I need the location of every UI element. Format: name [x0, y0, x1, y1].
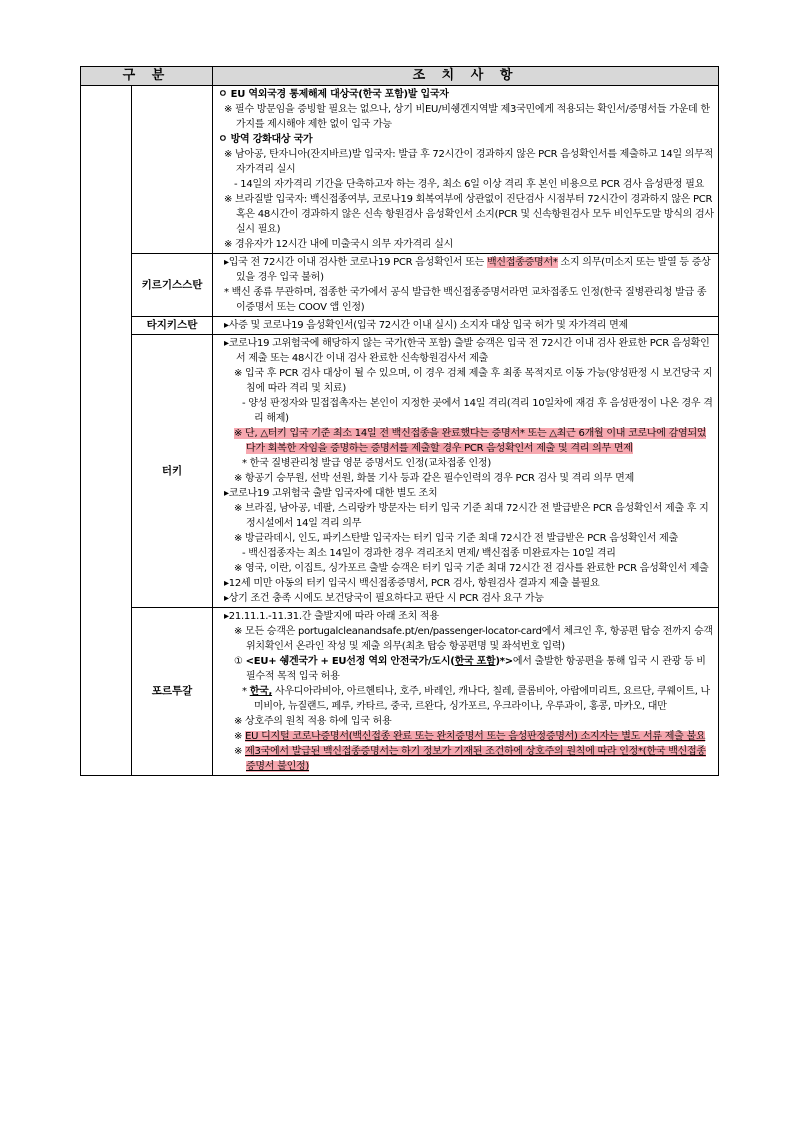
text: ▸입국 전 72시간 이내 검사한 코로나19 PCR 음성확인서 또는	[224, 257, 487, 268]
bold-text: <EU+ 쉥겐국가 + EU선정 역외 안전국가/도시(	[245, 656, 455, 667]
section-heading: ㅇ 방역 강화대상 국가	[218, 134, 313, 145]
table-row-eu	[81, 86, 719, 254]
note-line	[218, 744, 714, 774]
note-line: ※ 필수 방문임을 증빙할 필요는 없으나, 상기 비EU/비쉥겐지역발 제3국민에게 적용되는 확인서/증명서들 가운데 한 가지를 제시해야 제한 없이 입국 가능	[224, 104, 710, 130]
text: *	[242, 686, 250, 697]
highlight-text: 제3국에서 발급된 백신접종증명서는 하기 정보가 기재된 조건하에 상호주의 원칙에 따라 인정*(한국 백신접종증명서 불인정)	[245, 746, 706, 772]
note-line: ※ 방글라데시, 인도, 파키스탄발 입국자는 터키 입국 기준 최대 72시간 전 발급받은 PCR 음성확인서 제출	[234, 533, 679, 544]
measures-cell-portugal	[213, 608, 719, 776]
note-line: ※ 상호주의 원칙 적용 하에 입국 허용	[234, 716, 392, 727]
sub-line: - 백신접종자는 최소 14일이 경과한 경우 격리조치 면제/ 백신접종 미완료자는 10일 격리	[242, 548, 616, 559]
country-cell-empty	[132, 86, 213, 254]
note-line: ※ 영국, 이란, 이집트, 싱가포르 출발 승객은 터키 입국 기준 최대 72시간 전 검사를 완료한 PCR 음성확인서 제출	[234, 563, 709, 574]
note-line: ※ 남아공, 탄자니아(잔지바르)발 입국자: 발급 후 72시간이 경과하지 않은 PCR 음성확인서를 제출하고 14일 의무적 자가격리 실시	[224, 149, 714, 175]
country-name-kyrgyzstan: 키르기스스탄	[132, 254, 213, 317]
note-line: ※ 경유자가 12시간 내에 미출국시 의무 자가격리 실시	[224, 239, 454, 250]
text: ※	[234, 731, 246, 742]
note-line: ※ 항공기 승무원, 선박 선원, 화물 기사 등과 같은 필수인력의 경우 PCR 검사 및 격리 의무 면제	[234, 473, 634, 484]
numbered-line	[218, 654, 714, 684]
note-line: ※ 브라질발 입국자: 백신접종여부, 코로나19 회복여부에 상관없이 진단검사 시점부터 72시간이 경과하지 않은 PCR 혹은 48시간이 경과하지 않은 신속 항원검사 음성확인서 소지(PCR 및 신속항원검사 모두 비인두도말 방식의 검사 실시 필요)	[224, 194, 714, 235]
bullet-line: ▸21.11.1.-11.31.간 출발지에 따라 아래 조치 적용	[224, 611, 439, 622]
measures-cell-eu	[213, 86, 719, 254]
region-cell	[81, 86, 132, 776]
bullet-line: ▸상기 조건 충족 시에도 보건당국이 필요하다고 판단 시 PCR 검사 요구 가능	[224, 593, 544, 604]
highlight-text: 백신접종증명서*	[487, 257, 558, 268]
sub-line	[218, 684, 714, 714]
sub-line: - 14일의 자가격리 기간을 단축하고자 하는 경우, 최소 6일 이상 격리 후 본인 비용으로 PCR 검사 음성판정 필요	[234, 179, 705, 190]
table-header-row	[81, 67, 719, 86]
bold-text: )*>	[495, 656, 513, 667]
bullet-line: ▸코로나19 고위험국 출발 입국자에 대한 별도 조치	[224, 488, 438, 499]
text: 에서 출발한 항공편을 통해 입국 시 관광 등 비필수적 목적 입국 허용	[246, 656, 706, 682]
country-name-turkey: 터키	[132, 335, 213, 608]
header-measures: 조 치 사 항	[213, 67, 719, 86]
bold-underline-text: 한국,	[249, 686, 273, 697]
table-row-turkey	[81, 335, 719, 608]
measures-cell-tajikistan	[213, 317, 719, 335]
highlight-text: ※ 단, △터키 입국 기준 최소 14일 전 백신접종을 완료했다는 증명서* 또는 △최근 6개월 이내 코로나에 감염되었다가 회복한 자임을 증명하는 증명서를 제출할 경우 PCR 음성확인서 제출 및 격리 의무 면제	[234, 428, 707, 454]
sub-line: * 한국 질병관리청 발급 영문 증명서도 인정(교차접종 인정)	[242, 458, 491, 469]
bullet-line: ▸코로나19 고위험국에 해당하지 않는 국가(한국 포함) 출발 승객은 입국 전 72시간 이내 검사 완료한 PCR 음성확인서 제출 또는 48시간 이내 검사 완료한 신속항원검사서 제출	[224, 338, 710, 364]
table-row-tajikistan	[81, 317, 719, 335]
measures-cell-kyrgyzstan	[213, 254, 719, 317]
country-name-tajikistan: 타지키스탄	[132, 317, 213, 335]
bullet-line: ▸사증 및 코로나19 음성확인서(입국 72시간 이내 실시) 소지자 대상 입국 허가 및 자가격리 면제	[224, 320, 628, 331]
measures-cell-turkey	[213, 335, 719, 608]
header-category: 구 분	[81, 67, 213, 86]
text: ※	[234, 746, 246, 757]
note-line	[218, 426, 714, 456]
bullet-line: ▸12세 미만 아동의 터키 입국시 백신접종증명서, PCR 검사, 항원검사 결과지 제출 불필요	[224, 578, 600, 589]
bold-underline-text: 한국 포함	[454, 656, 496, 667]
note-line	[218, 729, 714, 744]
table-row-kyrgyzstan	[81, 254, 719, 317]
note-line: ※ 브라질, 남아공, 네팔, 스리랑카 방문자는 터키 입국 기준 최대 72시간 전 발급받은 PCR 음성확인서 제출 후 지정시설에서 14일 격리 의무	[234, 503, 709, 529]
section-heading: ㅇ EU 역외국경 통제해제 대상국(한국 포함)발 입국자	[218, 89, 449, 100]
note-line: ※ 모든 승객은 portugalcleanandsafe.pt/en/passenger-locator-card에서 체크인 후, 항공편 탑승 전까지 승객위치확인서 온라인 작성 및 제출 의무(최초 탑승 항공편명 및 좌석번호 입력)	[234, 626, 713, 652]
bullet-line	[218, 255, 714, 285]
country-name-portugal: 포르투갈	[132, 608, 213, 776]
number-marker: ①	[234, 656, 243, 667]
text: 소지 의무(미소지 또는 발열 등 증상 있을 경우 입국 불허)	[236, 257, 711, 283]
text: 사우디아라비아, 아르헨티나, 호주, 바레인, 캐나다, 칠레, 콜롬비아, 아랍에미리트, 요르단, 쿠웨이트, 나미비아, 뉴질랜드, 페루, 카타르, 중국, 르완다, 싱가포르, 우크라이나, 우루과이, 홍콩, 마카오, 대만	[254, 686, 710, 712]
note-line: ※ 입국 후 PCR 검사 대상이 될 수 있으며, 이 경우 검체 제출 후 최종 목적지로 이동 가능(양성판정 시 보건당국 지침에 따라 격리 및 치료)	[234, 368, 713, 394]
highlight-text: EU 디지털 코로나증명서(백신접종 완료 또는 완치증명서 또는 음성판정증명서) 소지자는 별도 서류 제출 불요	[245, 731, 706, 742]
measures-table	[80, 66, 719, 776]
table-row-portugal	[81, 608, 719, 776]
note-line: * 백신 종류 무관하며, 접종한 국가에서 공식 발급한 백신접종증명서라면 교차접종도 인정(한국 질병관리청 발급 종이증명서 또는 COOV 앱 인정)	[224, 287, 707, 313]
sub-line: - 양성 판정자와 밀접접촉자는 본인이 지정한 곳에서 14일 격리(격리 10일차에 재검 후 음성판정이 나온 경우 격리 해제)	[242, 398, 713, 424]
